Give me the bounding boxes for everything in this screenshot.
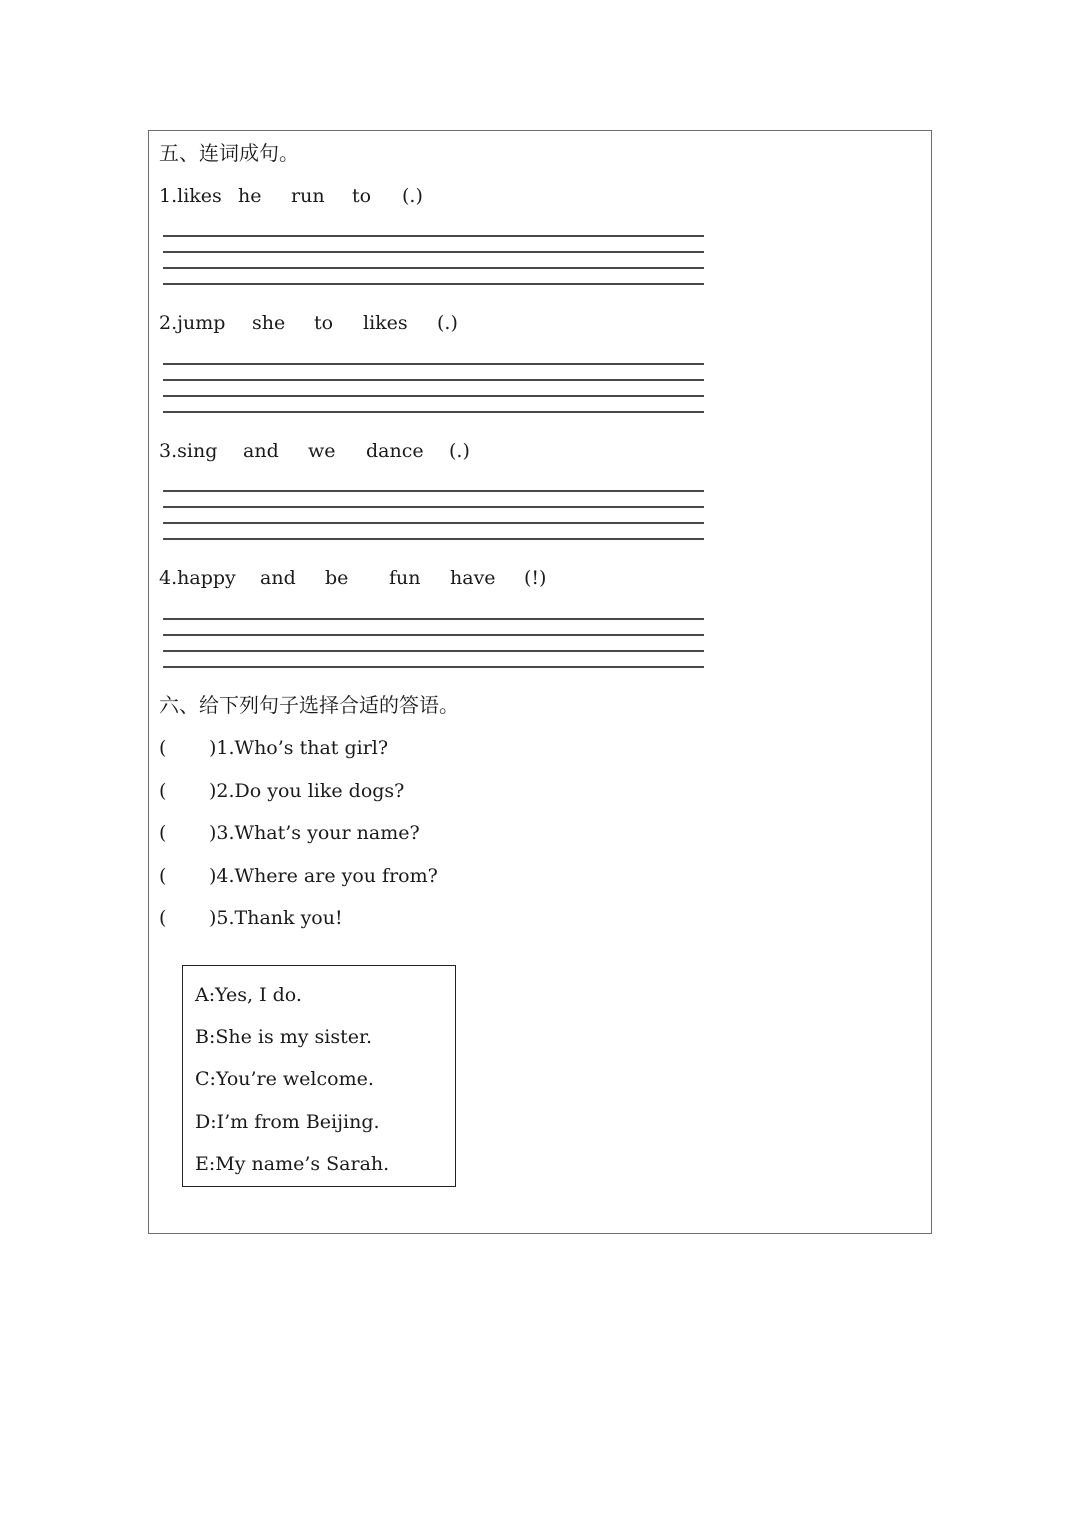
answer-blank[interactable]: ( bbox=[159, 822, 167, 844]
word: and bbox=[260, 567, 296, 589]
question-text: )1.Who’s that girl? bbox=[209, 737, 389, 759]
word: 4.happy bbox=[159, 567, 236, 589]
word: (.) bbox=[402, 185, 423, 207]
word: fun bbox=[389, 567, 421, 589]
word: (.) bbox=[437, 312, 458, 334]
word: likes bbox=[363, 312, 408, 334]
word: to bbox=[314, 312, 334, 334]
word: have bbox=[450, 567, 496, 589]
section6-heading: 六、给下列句子选择合适的答语。 bbox=[159, 693, 459, 717]
option-d: D:I’m from Beijing. bbox=[195, 1111, 380, 1133]
answer-blank[interactable]: ( bbox=[159, 907, 167, 929]
answer-blank[interactable]: ( bbox=[159, 865, 167, 887]
worksheet-frame bbox=[148, 130, 932, 1234]
question-text: )5.Thank you! bbox=[209, 907, 343, 929]
question-text: )4.Where are you from? bbox=[209, 865, 438, 887]
word: she bbox=[252, 312, 286, 334]
word: 2.jump bbox=[159, 312, 226, 334]
word: (.) bbox=[449, 440, 470, 462]
word: be bbox=[325, 567, 349, 589]
word: and bbox=[243, 440, 279, 462]
word: to bbox=[352, 185, 372, 207]
option-b: B:She is my sister. bbox=[195, 1026, 373, 1048]
word: (!) bbox=[524, 567, 547, 589]
option-c: C:You’re welcome. bbox=[195, 1068, 374, 1090]
option-a: A:Yes, I do. bbox=[195, 984, 302, 1006]
answer-options-box bbox=[182, 965, 456, 1187]
word: run bbox=[291, 185, 325, 207]
word: he bbox=[238, 185, 262, 207]
question-text: )2.Do you like dogs? bbox=[209, 780, 405, 802]
option-e: E:My name’s Sarah. bbox=[195, 1153, 390, 1175]
question-text: )3.What’s your name? bbox=[209, 822, 420, 844]
word: 3.sing bbox=[159, 440, 218, 462]
word: 1.likes bbox=[159, 185, 222, 207]
section5-heading: 五、连词成句。 bbox=[159, 141, 299, 165]
word: dance bbox=[366, 440, 424, 462]
answer-blank[interactable]: ( bbox=[159, 780, 167, 802]
word: we bbox=[308, 440, 336, 462]
answer-blank[interactable]: ( bbox=[159, 737, 167, 759]
